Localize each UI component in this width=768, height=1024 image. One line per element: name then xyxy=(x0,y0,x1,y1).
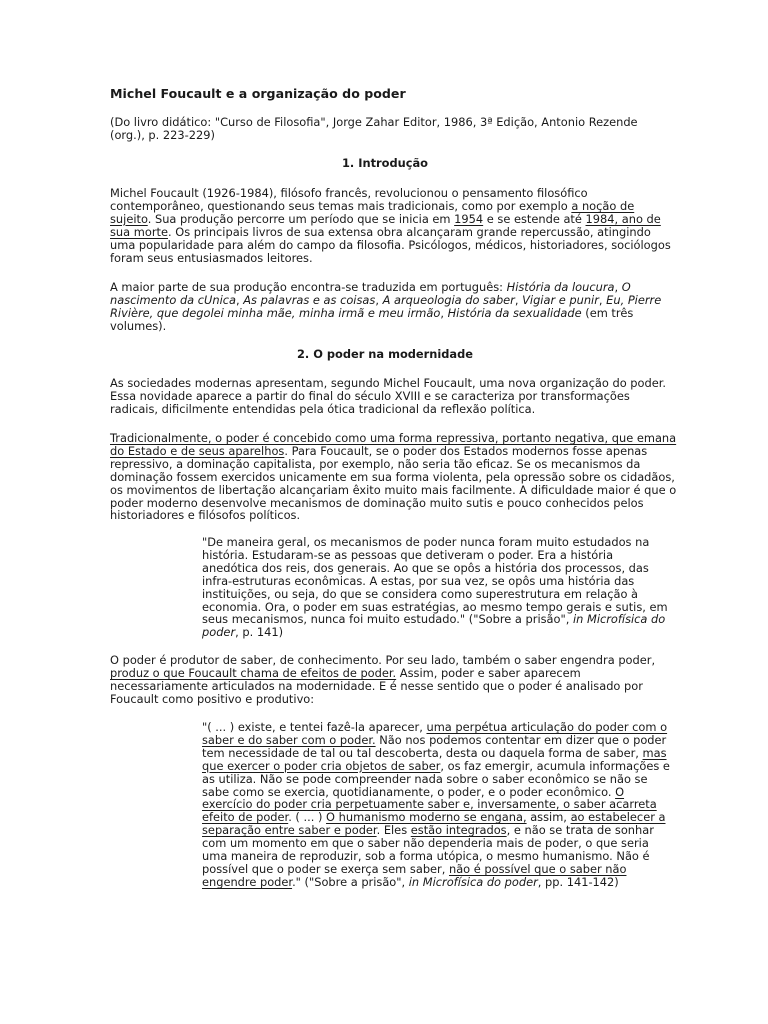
text-line: infra-estruturas econômicas. A estas, por sua vez, se opôs uma história das xyxy=(202,573,635,588)
text-line: volumes). xyxy=(110,318,167,333)
text-run: contemporâneo, questionando seus temas mais tradicionais, como por exemplo xyxy=(110,198,572,213)
book-title: História da sexualidade xyxy=(447,305,582,320)
text-line: os movimentos de libertação alcançariam êxito muito mais facilmente. A dificuldade maior é que o xyxy=(110,482,677,497)
text-line: (Do livro didático: "Curso de Filosofia", Jorge Zahar Editor, 1986, 3ª Edição, Antonio Rezende xyxy=(110,115,638,129)
text-line xyxy=(110,226,660,239)
underlined-text: Tradicionalmente, o poder é concebido como uma forma repressiva, portanto negativa, que emana xyxy=(110,431,677,445)
book-title: in Microfísica do poder xyxy=(408,874,538,889)
text-line: historiadores e filósofos políticos. xyxy=(110,508,301,523)
book-title: A arqueologia do saber xyxy=(382,292,515,307)
text-line: as utiliza. Não se pode compreender nada sobre o saber econômico se não se xyxy=(202,771,648,786)
text-line xyxy=(202,758,670,773)
text-line: dominação fossem exercidos unicamente em sua forma violenta, pela opressão sobre os cidadãos, xyxy=(110,469,675,484)
text-line xyxy=(110,307,660,320)
underlined-text: O xyxy=(615,784,625,799)
section-heading-introduction: 1. Introdução xyxy=(342,156,428,170)
text-run: Não nos podemos contentar em dizer que o poder xyxy=(375,732,667,747)
underlined-text: a noção de xyxy=(571,198,635,213)
text-line xyxy=(202,876,660,889)
underlined-text: produz o que Foucault chama de efeitos de poder. xyxy=(110,665,397,680)
text-line: com um momento em que o saber não dependeria mais de poder, o que seria xyxy=(202,836,649,851)
text-run: , xyxy=(598,292,607,307)
text-line: anedótica dos reis, dos generais. Ao que se opôs a história dos processos, das xyxy=(202,560,649,575)
underlined-text: mas xyxy=(642,745,667,760)
text-line: (org.), p. 223-229) xyxy=(110,127,215,142)
text-line xyxy=(110,667,660,680)
text-line: Essa novidade aparece a partir do final do século XVIII e se caracteriza por transformações xyxy=(110,388,630,403)
text-run: "( ... ) existe, e tentei fazê-la aparecer, xyxy=(202,720,427,734)
text-run: , xyxy=(440,305,448,320)
underlined-text: uma perpétua articulação do poder com o xyxy=(426,720,668,734)
text-line xyxy=(110,445,660,458)
text-run: Assim, poder e saber aparecem xyxy=(396,665,581,680)
section-heading-modernity: 2. O poder na modernidade xyxy=(297,347,473,361)
book-title: nascimento da cUnica xyxy=(110,292,236,307)
underlined-text: não é possível que o saber não xyxy=(448,861,627,876)
paragraph-power-knowledge xyxy=(110,654,660,706)
text-line: O poder é produtor de saber, de conhecimento. Por seu lado, também o saber engendra poder, xyxy=(110,653,656,667)
underlined-text: saber e do saber com o poder. xyxy=(202,732,376,747)
underlined-text: separação entre saber e poder xyxy=(202,823,377,838)
text-run: (em três xyxy=(581,305,634,320)
underlined-text: do Estado e de seus aparelhos xyxy=(110,443,285,458)
underlined-text: que exercer o poder cria objetos de saber xyxy=(202,758,441,773)
underlined-text: O humanismo moderno se engana, xyxy=(326,810,527,825)
text-run: , xyxy=(614,280,622,294)
book-title: Eu, Pierre xyxy=(606,292,662,307)
text-run: , xyxy=(236,292,244,307)
text-line: uma popularidade para além do campo da filosofia. Psicólogos, médicos, historiadores, sociólogos xyxy=(110,237,671,252)
underlined-text: ao estabelecer a xyxy=(570,810,666,825)
underlined-text: sua morte xyxy=(110,224,168,239)
paragraph-introduction xyxy=(110,186,671,265)
underlined-text: exercício do poder cria perpetuamente saber e, inversamente, o saber acarreta xyxy=(202,797,657,812)
text-run: tem necessidade de tal ou tal descoberta, desta ou daquela forma de saber, xyxy=(202,745,643,760)
text-run: possível que o poder se exerça sem saber, xyxy=(202,861,449,876)
source-citation xyxy=(110,116,660,142)
underlined-text: efeito de poder xyxy=(202,810,289,825)
text-line: história. Estudaram-se as pessoas que detiveram o poder. Era a história xyxy=(202,547,614,562)
text-line: poder moderno desenvolve mecanismos de dominação muito sutis e pouco conhecidos pelos xyxy=(110,495,644,510)
underlined-text: engendre poder xyxy=(202,874,293,889)
text-run: . Sua produção percorre um período que se inicia em xyxy=(147,211,455,226)
text-run: , pp. 141-142) xyxy=(537,874,619,889)
text-run: , xyxy=(514,292,523,307)
text-run: , p. 141) xyxy=(235,625,284,640)
text-run: e se estende até xyxy=(483,211,586,226)
text-line: instituições, ou seja, do que se considera como superestrutura em relação à xyxy=(202,586,639,601)
underlined-text: estão integrados xyxy=(410,823,507,838)
text-run: sabe como se exercia, quotidianamente, o poder, e o poder econômico. xyxy=(202,784,616,799)
text-line: Foucault como positivo e produtivo: xyxy=(110,691,315,706)
text-run: seus mecanismos, nunca foi muito estudado." ("Sobre a prisão", xyxy=(202,612,573,627)
text-line: economia. Ora, o poder em suas estratégias, ao mesmo tempo gerais e sutis, em xyxy=(202,599,668,614)
document-title: Michel Foucault e a organização do poder xyxy=(110,86,406,101)
book-title: História da loucura xyxy=(506,280,615,294)
book-title: Vigiar e punir xyxy=(522,292,599,307)
book-title: poder xyxy=(202,625,236,640)
text-line: "De maneira geral, os mecanismos de poder nunca foram muito estudados na xyxy=(202,535,650,549)
underlined-text: 1954 xyxy=(454,211,484,226)
text-run: A maior parte de sua produção encontra-se traduzida em português: xyxy=(110,280,507,294)
text-run: . ( ... ) xyxy=(288,810,327,825)
text-run: ." ("Sobre a prisão", xyxy=(292,874,409,889)
text-run: . Os principais livros de sua extensa obra alcançaram grande repercussão, atingindo xyxy=(167,224,651,239)
text-line: Michel Foucault (1926-1984), filósofo francês, revolucionou o pensamento filosófico xyxy=(110,186,588,200)
underlined-text: 1984, ano de xyxy=(585,211,661,226)
text-run: . Para Foucault, se o poder dos Estados modernos fosse apenas xyxy=(284,443,648,458)
text-run: , e não se trata de sonhar xyxy=(506,823,654,838)
block-quote-2 xyxy=(202,720,670,889)
text-line xyxy=(202,626,660,639)
text-run: assim, xyxy=(526,810,571,825)
book-title: O xyxy=(621,280,631,294)
text-run: , xyxy=(375,292,383,307)
paragraph-modern-societies xyxy=(110,376,666,416)
text-run: , os faz emergir, acumula informações e xyxy=(440,758,670,773)
paragraph-translations xyxy=(110,281,660,333)
block-quote-1 xyxy=(202,535,668,640)
text-line: repressivo, a dominação capitalista, por exemplo, não seria tão eficaz. Se os mecanismos da xyxy=(110,456,641,471)
text-line: radicais, dificilmente entendidas pela ótica tradicional da reflexão política. xyxy=(110,401,536,416)
text-line: foram seus entusiasmados leitores. xyxy=(110,250,313,265)
text-line: uma maneira de reproduzir, sob a forma utópica, o mesmo humanismo. Não é xyxy=(202,849,650,864)
paragraph-traditional-power xyxy=(110,431,677,523)
underlined-text: sujeito xyxy=(110,211,148,226)
text-line: As sociedades modernas apresentam, segundo Michel Foucault, uma nova organização do poder. xyxy=(110,376,666,390)
text-run: . Eles xyxy=(376,823,411,838)
book-title: Rivière, que degolei minha mãe, minha irmã e meu irmão xyxy=(110,305,441,320)
text-line: necessariamente articulados na modernidade. E é nesse sentido que o poder é analisado por xyxy=(110,678,643,693)
book-title: As palavras e as coisas xyxy=(243,292,376,307)
book-title: in Microfísica do xyxy=(572,612,666,627)
